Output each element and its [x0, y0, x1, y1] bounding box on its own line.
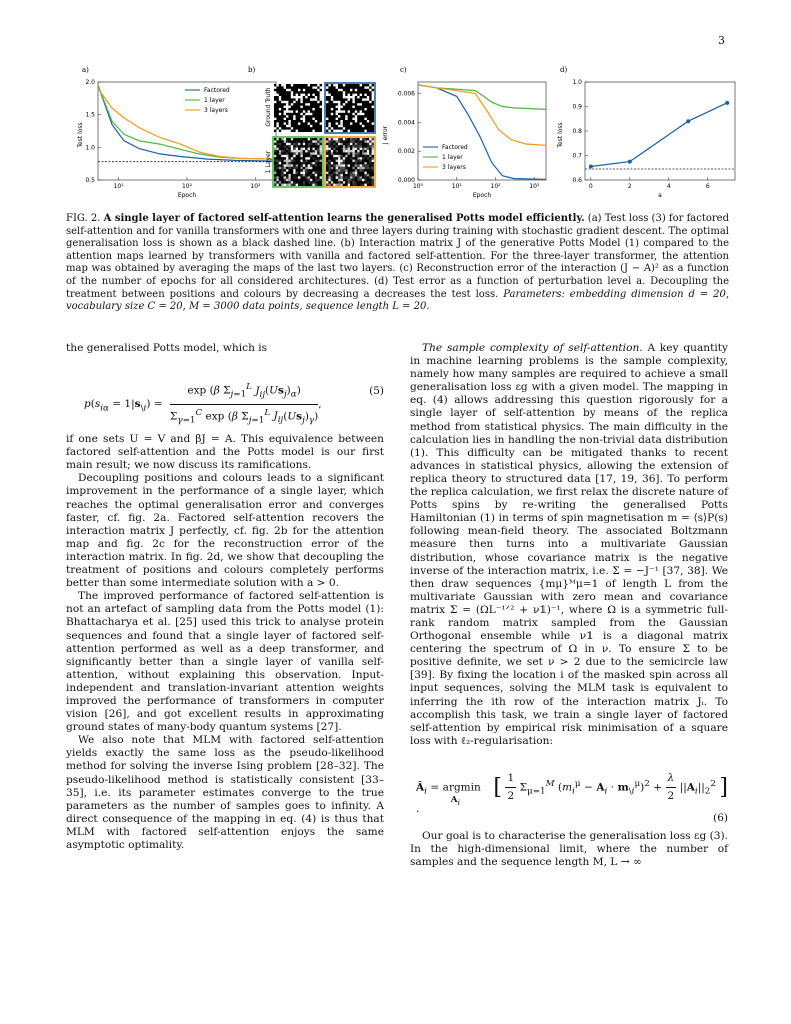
panel-c-ylabel: J error — [382, 125, 389, 145]
data-point — [589, 165, 593, 169]
panel-b — [248, 66, 375, 187]
right-paragraph-2: Our goal is to characterise the generalisation loss εg (3). In the high-dimensional limit, where the number of samples and the sequence length M, L → ∞ — [410, 829, 728, 869]
series-line-factored — [418, 85, 546, 179]
y-tick-label: 0.6 — [572, 177, 582, 184]
y-tick-label: 1.5 — [85, 111, 95, 119]
x-tick-label: 0 — [588, 183, 593, 190]
legend-factored: Factored — [204, 87, 230, 94]
figure-2 — [60, 60, 740, 210]
y-tick-label: 1.0 — [572, 79, 582, 86]
caption-prefix: FIG. 2. — [66, 213, 101, 224]
right-section-head: The sample complexity of self-attention. — [422, 342, 643, 354]
svg-text:3 layers: 3 layers — [442, 164, 466, 171]
page-number: 3 — [718, 34, 725, 47]
attention-map — [325, 137, 375, 187]
equation-5-number: (5) — [369, 385, 384, 398]
legend-1-layer: 1 layer — [204, 97, 225, 104]
y-tick-label: 0.004 — [397, 119, 415, 127]
x-tick-label: 10² — [490, 183, 501, 190]
attention-map — [325, 83, 375, 133]
data-point — [686, 119, 690, 123]
y-tick-label: 0.006 — [397, 90, 415, 98]
left-paragraph-1: if one sets U = V and βJ = A. This equivalence between factored self-attention and the Potts model is our first main result; we now discuss its ramifications. — [66, 433, 384, 472]
panel-a-legend — [185, 87, 230, 114]
series-line-3-layers — [98, 89, 276, 160]
legend-3-layers: 3 layers — [204, 107, 228, 114]
svg-text:1 layer: 1 layer — [442, 154, 463, 161]
data-point — [628, 160, 632, 164]
panel-b-label: b) — [248, 66, 256, 74]
right-column — [410, 342, 728, 869]
right-paragraph-1: A key quantity in machine learning problems is the sample complexity, namely how many samples are required to achieve a small generalisation loss εg with a given model. The mapping in eq. (4) allows addressing this question rigorously for a single layer of self-attention by means of the replica method from statistical physics. The main difficulty in the calculation lies in handling the non-trivial data distribution (1). This difficulty can be mitigated thanks to recent advances in statistical physics, allowing the extension of replica theory to structured data [17, 19, 36]. To perform the replica calculation, we first relax the discrete nature of Potts spins by re-writing the generalised Potts Hamiltonian (1) in terms of spin magnetisation m = ⟨s⟩P(s) following mean-field theory. The associated Boltzmann measure then turns into a multivariate Gaussian distribution, whose covariance matrix is the negative inverse of the interaction matrix, i.e. Σ = −J⁻¹ [37, 38]. We then draw sequences {mμ}ᴹμ=1 of length L from the multivariate Gaussian with zero mean and covariance matrix Σ = (ΩL⁻¹ᐟ² + ν𝟙)⁻¹, where Ω is a symmetric full-rank random matrix sampled from the Gaussian Orthogonal ensemble while ν𝟙 is a diagonal matrix centering the spectrum of Ω in ν. To ensure Σ to be positive definite, we set ν > 2 due to the semicircle law [39]. By fixing the location i of the masked spin across all input sequences, solving the MLM task is equivalent to inferring the ith row of the interaction matrix Jᵢ. To accomplish this task, we train a single layer of factored self-attention by empirical risk minimisation of a square loss with ℓ₂-regularisation: — [410, 342, 728, 747]
caption-text: (a) Test loss (3) for factored self-attention and for vanilla transformers with one and three layers during training with stochastic gradient descent. The optimal generalisation loss is shown as a black dashed line. (b) Interaction matrix J of the generative Potts Model (1) compared to the attention maps learned by transformers with vanilla and factored self-attention. For the three-layer transformer, the attention map was obtained by averaging the maps of the last two layers. (c) Reconstruction error of the interaction (J − A)² as a function of the number of epochs for all considered architectures. (d) Test error as a function of perturbation level a. Decoupling the treatment between positions and colours by decreasing a decreases the test loss. — [66, 213, 729, 300]
panel-c-xlabel: Epoch — [472, 192, 492, 199]
label-ground-truth: Ground Truth — [265, 87, 272, 127]
series-line-factored — [98, 85, 276, 161]
panel-d-xlabel: a — [658, 192, 662, 199]
y-tick-label: 0.5 — [85, 177, 95, 184]
panel-a-label: a) — [82, 66, 89, 74]
panel-d — [557, 66, 735, 199]
svg-text:Factored: Factored — [442, 144, 468, 151]
series-line-main — [591, 103, 727, 167]
left-paragraph-3: The improved performance of factored self-attention is not an artefact of sampling data from the Potts model (1): Bhattacharya et al. [25] used this trick to analyse protein sequences and found that a single layer of factored self-attention performed as well as a deep transformer, and significantly better than a single layer of vanilla self-attention, without explaining this observation. Input-independent and translation-invariant attention weights improved the performance of transformers in computer vision [26], and got excellent results in approximating ground states of many-body quantum systems [27]. — [66, 590, 384, 734]
y-tick-label: 0.9 — [572, 103, 582, 111]
x-tick-label: 10¹ — [451, 183, 462, 190]
x-tick-label: 10² — [181, 183, 193, 190]
left-paragraph-2: Decoupling positions and colours leads to a significant improvement in the performance of a single layer, which reaches the optimal generalisation error and converges faster, cf. fig. 2a. Factored self-attention recovers the interaction matrix J perfectly, cf. fig. 2b for the attention map and fig. 2c for the reconstruction error of the interaction matrix. In fig. 2d, we show that decoupling the treatment of positions and colours completely performs better than some intermediate solution with a > 0. — [66, 472, 384, 590]
attention-map — [273, 137, 323, 187]
x-tick-label: 10³ — [250, 183, 261, 190]
x-tick-label: 10¹ — [113, 183, 124, 190]
attention-map — [274, 84, 322, 132]
data-point — [725, 101, 729, 105]
caption-title: A single layer of factored self-attention learns the generalised Potts model efficiently. — [103, 213, 585, 224]
x-tick-label: 2 — [627, 183, 632, 190]
left-intro: the generalised Potts model, which is — [66, 342, 268, 354]
panel-d-label: d) — [560, 66, 568, 74]
equation-6-number: (6) — [713, 811, 728, 824]
left-paragraph-4: We also note that MLM with factored self-attention yields exactly the same loss as the pseudo-likelihood method for solving the inverse Ising problem [28–32]. The pseudo-likelihood method is statistically consistent [33–35], i.e. its parameter estimates converge to the true parameters as the number of samples goes to infinity. A direct consequence of the mapping in eq. (4) is thus that MLM with factored self-attention enjoys the same asymptotic optimality. — [66, 734, 384, 851]
y-tick-label: 0.002 — [397, 148, 415, 156]
label-1-layer: 1 Layer — [265, 150, 272, 174]
y-tick-label: 0.000 — [397, 177, 415, 184]
panel-c-legend — [423, 144, 468, 171]
x-tick-label: 10³ — [529, 183, 540, 190]
panel-c-label: c) — [400, 66, 407, 74]
y-tick-label: 0.7 — [572, 152, 582, 160]
figure-caption — [66, 213, 729, 314]
panel-a — [77, 66, 276, 199]
panel-c — [382, 66, 546, 199]
panel-a-ylabel: Test loss — [77, 122, 84, 148]
left-column — [66, 342, 384, 852]
x-tick-label: 4 — [666, 183, 671, 190]
equation-6: $Â_i = argmin_{A_i}$ [ $\frac{1}{2}$ $\Sigma_{\mu=1}^M$ $(m_i^\mu - A_i \cdot m_{\backslash i}^\mu)^2$ + $\frac{\lambda}{2}$ $||A_i||_2^2$ ] . (6) — [416, 771, 729, 824]
series-line-1-layer — [98, 85, 276, 159]
panel-d-ylabel: Test loss — [557, 122, 564, 148]
equation-5: $p(s_{i\alpha} = 1|s_{\backslash i})$ = $\frac{\exp (\beta \Sigma_{j=1}^L J_{ij}(Us_j)_\alpha)}{\Sigma_{\gamma=1}^C \exp (\beta \Sigma_{j=1}^L J_{ij}(Us_j)_\gamma)}$ , (5) — [84, 382, 384, 426]
x-tick-label: 6 — [705, 183, 710, 190]
y-tick-label: 2.0 — [85, 79, 95, 86]
caption-parameters: Parameters: embedding dimension d = 20, vocabulary size C = 20, M = 3000 data points, sequence length L = 20. — [66, 288, 730, 313]
series-line-3-layers — [418, 85, 546, 145]
y-tick-label: 1.0 — [85, 144, 95, 152]
x-tick-label: 10⁰ — [412, 183, 424, 190]
panel-a-xlabel: Epoch — [177, 192, 197, 199]
y-tick-label: 0.8 — [572, 128, 582, 135]
